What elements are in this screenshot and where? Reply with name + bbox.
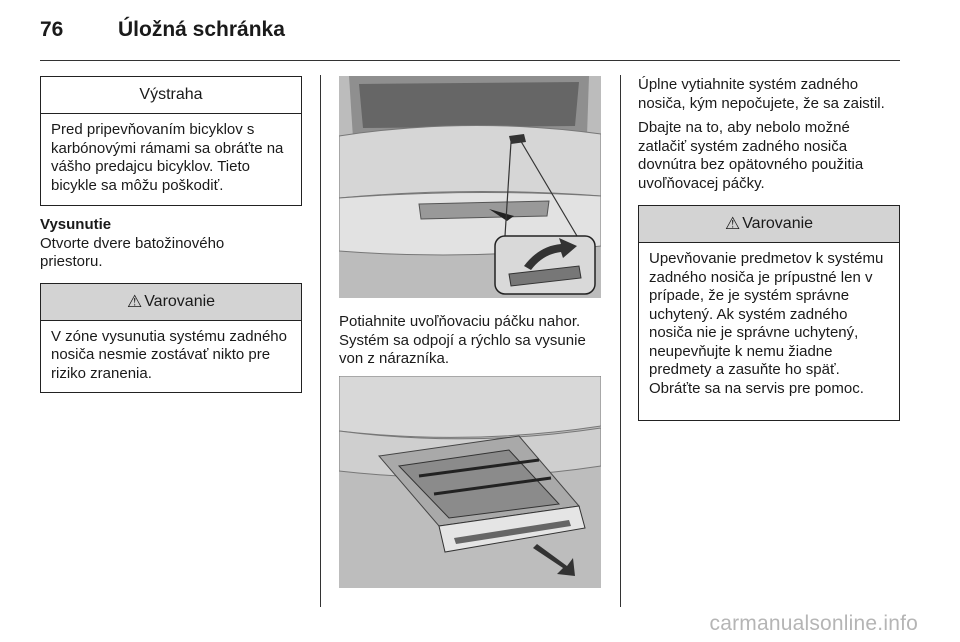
- left-column: [40, 76, 302, 393]
- extended-carrier-illustration: [339, 376, 601, 588]
- middle-caption: Potiahnite uvoľňovaciu páčku nahor. Systém sa odpojí a rýchlo sa vysunie von z nárazníka.: [339, 313, 586, 367]
- page-title: Úložná schránka: [118, 18, 285, 41]
- warning-box-text: Pred pripevňovaním bicyklov s karbónovými rámami sa obráťte na vášho predajcu bicyklov. Tieto bicykle sa môžu poškodiť.: [51, 121, 284, 194]
- caution-box: [40, 283, 302, 393]
- header-divider: [40, 60, 900, 61]
- right-paragraph-1: Úplne vytiahnite systém zadného nosiča, kým nepočujete, že sa zaistil.: [638, 76, 885, 112]
- warning-triangle-icon: ⚠: [126, 291, 143, 311]
- caution-box-title: Varovanie: [144, 292, 216, 310]
- column-divider-left: [320, 75, 321, 607]
- right-caution-box-header: [639, 206, 899, 243]
- right-caution-box-text: Upevňovanie predmetov k systému zadného nosiča je prípustné len v prípade, že je systém správne uchytený. Ak systém zadného nosiča nie je správne uchytený, neupevňujte k nemu žiadne predmety a zasuňte ho späť. Obráťte sa na servis pre pomoc.: [649, 250, 884, 397]
- right-column: [638, 76, 900, 421]
- release-lever-drawing: [339, 76, 601, 298]
- section-heading: Vysunutie: [40, 216, 112, 233]
- right-caution-box-title: Varovanie: [742, 215, 814, 232]
- extended-carrier-drawing: [339, 376, 601, 588]
- watermark: carmanualsonline.info: [709, 612, 918, 635]
- warning-box-title: Výstraha: [41, 77, 301, 114]
- right-caution-box: [638, 205, 900, 421]
- warning-box: [40, 76, 302, 206]
- warning-triangle-icon: ⚠: [724, 214, 741, 233]
- section-text: Otvorte dvere batožinového priestoru.: [40, 234, 225, 270]
- right-paragraph-2: Dbajte na to, aby nebolo možné zatlačiť systém zadného nosiča dovnútra bez opätovného použitia uvoľňovacej páčky.: [638, 119, 864, 192]
- column-divider-right: [620, 75, 621, 607]
- release-lever-illustration: [339, 76, 601, 298]
- middle-caption-block: [339, 313, 609, 369]
- page-number: 76: [40, 18, 64, 41]
- caution-box-header: [41, 284, 301, 321]
- caution-box-text: V zóne vysunutia systému zadného nosiča nesmie zostávať nikto pre riziko zranenia.: [51, 327, 287, 382]
